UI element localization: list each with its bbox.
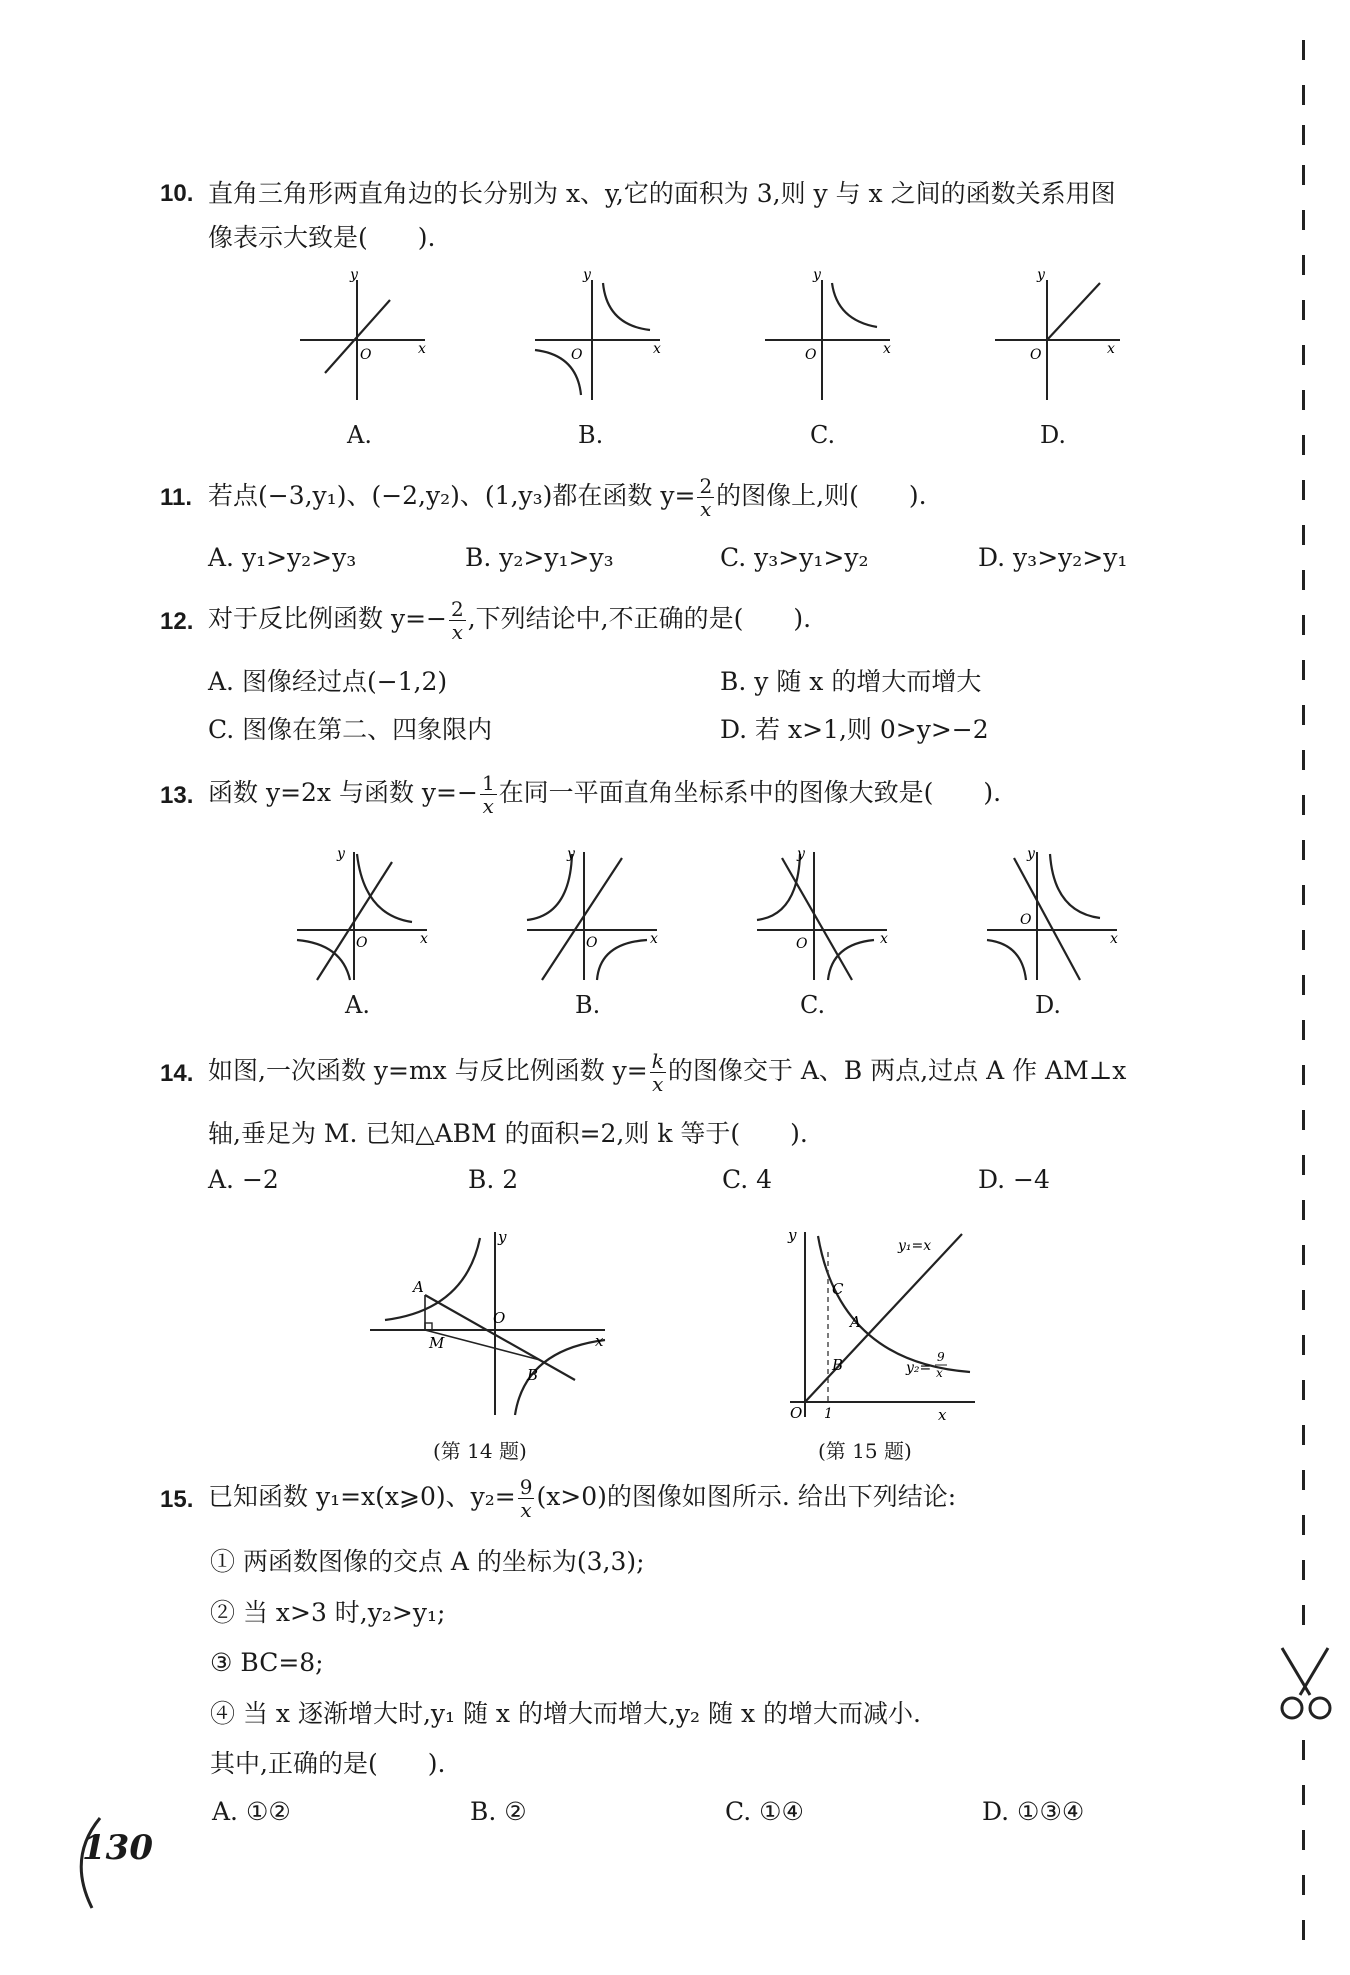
origin-label: O [586, 935, 598, 951]
origin-label: O [356, 935, 368, 951]
q12-text-pre: 对于反比例函数 y=− [208, 604, 447, 633]
q13-option-a: A. [345, 991, 370, 1019]
point-c-label: C [832, 1280, 844, 1298]
q15-option-a: A. ①② [212, 1797, 291, 1826]
cut-dash [1302, 750, 1305, 770]
q10-option-d: D. [1040, 421, 1067, 449]
x-label: x [595, 1332, 604, 1350]
q15-frac-num: 9 [519, 1475, 533, 1499]
y-label: y [350, 267, 358, 283]
q12-text-post: ,下列结论中,不正确的是( ). [467, 604, 812, 633]
origin-label: O [796, 936, 808, 952]
x-label: x [653, 341, 661, 357]
q15-fraction [518, 1476, 535, 1521]
q14-frac-num: k [651, 1049, 664, 1073]
y-label: y [583, 267, 591, 283]
x-label: x [650, 931, 658, 947]
q14-option-a: A. −2 [208, 1165, 279, 1194]
x-label: x [938, 1406, 947, 1422]
x-label: x [420, 931, 428, 947]
cut-dash [1302, 85, 1305, 105]
q14-option-b: B. 2 [468, 1165, 519, 1194]
q10-graph-b [525, 265, 675, 405]
q15-item-3: ③ BC=8; [210, 1648, 324, 1677]
y2-label: y₂= [906, 1360, 932, 1376]
cut-dash [1302, 345, 1305, 365]
q15-number: 15. [160, 1486, 194, 1513]
q15-item-2: ② 当 x>3 时,y₂>y₁; [210, 1598, 446, 1627]
q11-fraction [697, 475, 714, 520]
q11-option-d: D. y₃>y₂>y₁ [978, 543, 1128, 572]
q11-option-b: B. y₂>y₁>y₃ [465, 543, 614, 572]
q14-text-pre: 如图,一次函数 y=mx 与反比例函数 y= [208, 1056, 648, 1085]
q11-frac-num: 2 [699, 474, 713, 498]
point-a-label: A [413, 1278, 424, 1296]
x-label: x [883, 341, 891, 357]
q11-text-post: 的图像上,则( ). [716, 481, 927, 510]
cut-dash [1302, 1020, 1305, 1040]
cut-dash [1302, 210, 1305, 230]
cut-dash [1302, 1425, 1305, 1445]
point-m-label: M [429, 1334, 445, 1352]
cut-dash [1302, 165, 1305, 185]
q10-graph-a [290, 265, 440, 405]
q15-option-d: D. ①③④ [982, 1797, 1085, 1826]
cut-dash [1302, 1515, 1305, 1535]
q13-text-pre: 函数 y=2x 与函数 y=− [208, 778, 478, 807]
q12-number: 12. [160, 608, 194, 635]
cut-dash [1302, 1290, 1305, 1310]
q10-option-c: C. [810, 421, 836, 449]
q15-caption: (第 15 题) [818, 1439, 912, 1463]
y2-frac-den: x [936, 1366, 943, 1380]
y-label: y [788, 1226, 797, 1244]
point-a-label: A [850, 1313, 861, 1331]
y-label: y [337, 846, 345, 862]
q14-caption: (第 14 题) [433, 1439, 527, 1463]
cut-dash [1302, 1875, 1305, 1895]
q11-frac-den: x [700, 497, 712, 521]
q13-graph-c [752, 840, 902, 985]
y1-label: y₁=x [898, 1238, 932, 1254]
x-label: x [1110, 931, 1118, 947]
cut-dash [1302, 1245, 1305, 1265]
q12-text [208, 598, 811, 643]
q14-fraction [650, 1050, 666, 1095]
cut-dash [1302, 1785, 1305, 1805]
x-label: x [1107, 341, 1115, 357]
q10-text-line1: 直角三角形两直角边的长分别为 x、y,它的面积为 3,则 y 与 x 之间的函数关系用图 [208, 179, 1116, 208]
cut-dash [1302, 480, 1305, 500]
q15-option-b: B. ② [470, 1797, 527, 1826]
q15-frac-den: x [520, 1498, 532, 1522]
q15-item-1: ① 两函数图像的交点 A 的坐标为(3,3); [210, 1547, 645, 1576]
q13-option-b: B. [575, 991, 601, 1019]
tick-one-label: 1 [824, 1406, 833, 1422]
q14-frac-den: x [652, 1072, 664, 1096]
y-label: y [1037, 267, 1045, 283]
cut-dash [1302, 1740, 1305, 1760]
cut-dash [1302, 975, 1305, 995]
cut-dash [1302, 1200, 1305, 1220]
q14-text-line2: 轴,垂足为 M. 已知△ABM 的面积=2,则 k 等于( ). [208, 1119, 808, 1148]
q13-option-c: C. [800, 991, 826, 1019]
cut-dash [1302, 255, 1305, 275]
q13-graph-b [522, 840, 672, 985]
q12-option-b: B. y 随 x 的增大而增大 [720, 667, 982, 696]
cut-dash [1302, 1470, 1305, 1490]
origin-label: O [1030, 347, 1042, 363]
cut-dash [1302, 1605, 1305, 1625]
cut-dash [1302, 840, 1305, 860]
q15-text-post: (x>0)的图像如图所示. 给出下列结论: [536, 1482, 957, 1511]
origin-label: O [493, 1309, 506, 1327]
q13-fraction [480, 772, 497, 817]
q13-graph-a [292, 840, 442, 985]
q14-text-post: 的图像交于 A、B 两点,过点 A 作 AM⊥x [667, 1056, 1127, 1085]
q15-text [208, 1476, 956, 1521]
q10-graph-d [985, 265, 1135, 405]
q13-text-post: 在同一平面直角坐标系中的图像大致是( ). [498, 778, 1002, 807]
origin-label: O [571, 347, 583, 363]
q13-number: 13. [160, 782, 194, 809]
cut-dash [1302, 570, 1305, 590]
q13-frac-num: 1 [481, 771, 495, 795]
page-number: 130 [82, 1828, 153, 1868]
y-label: y [498, 1228, 507, 1246]
y-label: y [1027, 846, 1035, 862]
origin-label: O [1020, 912, 1032, 928]
q11-option-a: A. y₁>y₂>y₃ [208, 543, 357, 572]
cut-dash [1302, 795, 1305, 815]
cut-dash [1302, 1830, 1305, 1850]
cut-dash [1302, 1110, 1305, 1130]
q11-text-pre: 若点(−3,y₁)、(−2,y₂)、(1,y₃)都在函数 y= [208, 481, 696, 510]
x-label: x [418, 341, 426, 357]
cut-dash [1302, 930, 1305, 950]
q11-number: 11. [160, 484, 193, 511]
q10-number: 10. [160, 180, 194, 207]
q10-option-a: A. [347, 421, 372, 449]
scissors-icon [1270, 1640, 1340, 1730]
y-label: y [813, 267, 821, 283]
q14-number: 14. [160, 1060, 194, 1087]
q14-text-line1 [208, 1050, 1126, 1095]
cut-dash [1302, 705, 1305, 725]
q12-frac-num: 2 [450, 597, 464, 621]
q13-text [208, 772, 1001, 817]
cut-dash [1302, 1920, 1305, 1940]
origin-label: O [360, 347, 372, 363]
q13-option-d: D. [1035, 991, 1062, 1019]
q14-option-c: C. 4 [722, 1165, 773, 1194]
q12-option-a: A. 图像经过点(−1,2) [208, 667, 448, 696]
q13-graph-d [982, 840, 1132, 985]
cut-dash [1302, 1065, 1305, 1085]
q15-figure [770, 1222, 985, 1422]
cut-dash [1302, 525, 1305, 545]
cut-dash [1302, 40, 1305, 60]
q10-text-line2: 像表示大致是( ). [208, 223, 436, 252]
cut-dash [1302, 125, 1305, 145]
cut-dash [1302, 435, 1305, 455]
q12-option-c: C. 图像在第二、四象限内 [208, 715, 493, 744]
q12-frac-den: x [451, 620, 463, 644]
cut-dash [1302, 885, 1305, 905]
cut-dash [1302, 1155, 1305, 1175]
q14-option-d: D. −4 [978, 1165, 1050, 1194]
cut-dash [1302, 390, 1305, 410]
origin-label: O [805, 347, 817, 363]
cut-dash [1302, 1335, 1305, 1355]
y2-frac-num: 9 [937, 1350, 945, 1364]
q11-option-c: C. y₃>y₁>y₂ [720, 543, 869, 572]
q15-option-c: C. ①④ [725, 1797, 804, 1826]
cut-dash [1302, 300, 1305, 320]
x-label: x [880, 931, 888, 947]
q10-option-b: B. [578, 421, 604, 449]
q15-item-4: ④ 当 x 逐渐增大时,y₁ 随 x 的增大而增大,y₂ 随 x 的增大而减小. [210, 1699, 921, 1728]
cut-dash [1302, 1380, 1305, 1400]
q11-text [208, 475, 927, 520]
q15-ask: 其中,正确的是( ). [210, 1749, 446, 1778]
origin-label: O [790, 1404, 803, 1422]
y-label: y [567, 846, 575, 862]
q15-text-pre: 已知函数 y₁=x(x⩾0)、y₂= [208, 1482, 516, 1511]
y-label: y [797, 846, 805, 862]
point-b-label: B [832, 1356, 844, 1374]
point-b-label: B [527, 1366, 539, 1384]
q12-fraction [449, 598, 466, 643]
cut-dash [1302, 660, 1305, 680]
q12-option-d: D. 若 x>1,则 0>y>−2 [720, 715, 989, 744]
q14-figure [365, 1220, 615, 1420]
cut-dash [1302, 615, 1305, 635]
q10-graph-c [755, 265, 905, 405]
q13-frac-den: x [482, 794, 494, 818]
cut-dash [1302, 1560, 1305, 1580]
